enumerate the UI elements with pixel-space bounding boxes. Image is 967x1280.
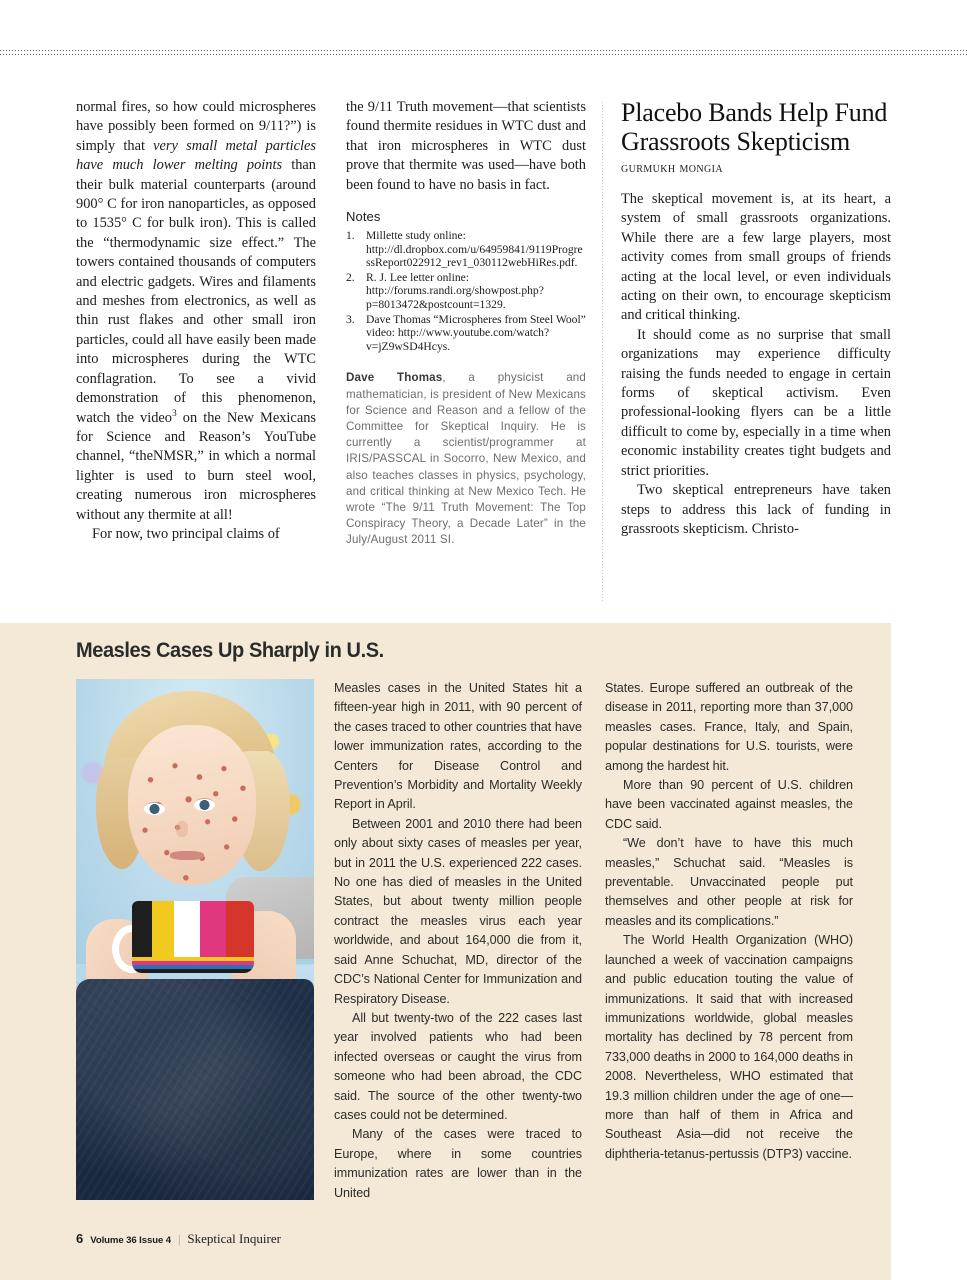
column-one <box>76 98 316 544</box>
dotted-rule-line-2 <box>0 54 967 55</box>
continued-paragraph-1: normal fires, so how could microspheres have possibly been formed on 9/11?”) is simply that very small metal particles have much lower melting points than their bulk material counterparts (around 900° C for iron nanoparticles, as opposed to 1535° C for bulk iron). This is called the “thermodynamic size effect.” The towers contained thousands of computers and electric gadgets. Wires and filaments and meshes from electronics, as well as thin rust flakes and other small iron particles, could all have easily been made into microspheres during the WTC conflagration. To see a vivid demonstration of this phenomenon, watch the video$^3$ on the New Mexicans for Science and Reason’s YouTube channel, “theNMSR,” in which a normal lighter is used to burn steel wool, creating numerous iron microspheres without any thermite at all! <box>76 99 317 523</box>
note-number: 2. <box>346 270 355 284</box>
feature-paragraph-7: “We don’t have to have this much measles,” Schuchat said. “Measles is preventable. Unvaccinated people put themselves and other people at risk for measles and its complications.” <box>605 836 853 928</box>
author-bio-text: , a physicist and mathematician, is president of New Mexicans for Science and Reason and a fellow of the Committee for Skeptical Inquiry. He is currently a scientist/programmer at IRIS/PASSCAL in Socorro, New Mexico, and also teaches classes in physics, psychology, and critical thinking at New Mexico Tech. He wrote “The 9/11 Truth Movement: The Top Conspiracy Theory, a Decade Later” in the July/August 2011 SI. <box>346 371 586 547</box>
dotted-rule-line-1 <box>0 50 967 51</box>
article-paragraph-2: It should come as no surprise that small organizations may experience difficulty raising the funds needed to engage in certain forms of skeptical activism. Even professional-looking flyers can be a little difficult to come by, especially in a time when economic instability creates tight budgets and strict priorities. <box>621 326 891 479</box>
photo-eye-left <box>144 803 165 815</box>
photo-mug-stripe <box>200 901 226 957</box>
feature-paragraph-5: States. Europe suffered an outbreak of the disease in 2011, reporting more than 37,000 measles cases. France, Italy, and Spain, popular destinations for U.S. tourists, were among the hardest hit. <box>605 681 853 773</box>
continued-paragraph-3: the 9/11 Truth movement—that scientists found thermite residues in WTC dust and that iron microspheres in WTC dust prove that thermite was used—have both been found to have no basis in fact. <box>346 99 586 193</box>
photo-mug <box>132 901 254 973</box>
note-text: R. J. Lee letter online: http://forums.randi.org/showpost.php?p=8013472&postcount=1329. <box>366 270 544 311</box>
photo-mug-stripe <box>174 901 200 957</box>
notes-list <box>346 229 586 353</box>
author-bio-name: Dave Thomas <box>346 371 443 385</box>
feature-column-two <box>605 679 853 1164</box>
top-dotted-rule <box>0 50 967 59</box>
note-item <box>346 313 586 354</box>
note-number: 3. <box>346 312 355 326</box>
upper-article-area <box>76 98 891 608</box>
continued-paragraph-2: For now, two principal claims of <box>92 525 280 542</box>
column-three <box>621 98 891 539</box>
feature-headline: Measles Cases Up Sharply in U.S. <box>76 638 384 662</box>
page-number: 6 <box>76 1231 84 1246</box>
photo-eye-right <box>194 799 215 811</box>
article-paragraph-3: Two skeptical entrepreneurs have taken steps to address this lack of funding in grassroots skepticism. Christo- <box>621 482 891 537</box>
feature-panel <box>0 623 891 1280</box>
footer-separator: | <box>178 1232 181 1246</box>
photo-mug-stripe <box>132 901 152 957</box>
author-bio <box>346 370 586 548</box>
note-text: Dave Thomas “Microspheres from Steel Wool” video: http://www.youtube.com/watch?v=jZ9wSD4Hcys. <box>366 312 586 353</box>
feature-paragraph-1: Measles cases in the United States hit a fifteen-year high in 2011, with 90 percent of the cases traced to other countries that have lower immunization rates, according to the Centers for Disease Control and Prevention’s Morbidity and Mortality Weekly Report in April. <box>334 681 582 812</box>
photo-blanket <box>76 979 314 1200</box>
article-byline: gurmukh mongia <box>621 160 724 176</box>
photo-mug-stripe <box>152 901 174 957</box>
feature-paragraph-2: Between 2001 and 2010 there had been only about sixty cases of measles per year, but in 2011 the U.S. experienced 222 cases. No one has died of measles in the United States, but about twenty million people contract the measles virus each year worldwide, and about 164,000 die from it, said Anne Schuchat, MD, director of the CDC’s National Center for Immunization and Respiratory Disease. <box>334 816 582 1006</box>
feature-column-one <box>334 679 582 1203</box>
notes-heading: Notes <box>346 209 381 225</box>
column-divider-rule <box>602 102 603 602</box>
feature-paragraph-3: All but twenty-two of the 222 cases last year involved patients who had been infected overseas or caught the virus from someone who had been abroad, the CDC said. The source of the other twenty-two cases could not be determined. <box>334 1010 582 1122</box>
photo-mouth <box>170 851 204 860</box>
feature-paragraph-6: More than 90 percent of U.S. children have been vaccinated against measles, the CDC said. <box>605 778 853 831</box>
feature-paragraph-8: The World Health Organization (WHO) launched a week of vaccination campaigns and public education touting the value of immunizations. It said that with increased immunizations worldwide, global measles mortality has declined by 78 percent from 733,000 deaths in 2000 to 164,000 deaths in 2008. Nevertheless, WHO estimated that 19.3 million children under the age of one—more than half of them in Africa and Southeast Asia—did not receive the diphtheria-tetanus-pertussis (DTP3) vaccine. <box>605 933 853 1161</box>
photo-nose <box>176 821 188 837</box>
article-paragraph-1: The skeptical movement is, at its heart, a system of small grassroots organizations. While there are a few large players, most activity comes from small groups of friends acting at the local level, or even individuals acting on their own, to encourage skepticism and critical thinking. <box>621 191 891 324</box>
photo-mug-stripe <box>226 901 254 957</box>
feature-paragraph-4: Many of the cases were traced to Europe, where in some countries immunization rates are lower than in the United <box>334 1127 582 1200</box>
page-footer <box>76 1231 281 1247</box>
measles-child-photo <box>76 679 314 1200</box>
note-item <box>346 271 586 312</box>
photo-mug-band <box>132 957 254 973</box>
photo-measles-rash <box>126 749 262 889</box>
magazine-title: Skeptical Inquirer <box>187 1231 281 1246</box>
volume-issue: Volume 36 Issue 4 <box>90 1235 172 1246</box>
column-two <box>346 98 586 560</box>
article-headline: Placebo Bands Help Fund Grassroots Skepticism <box>621 98 888 156</box>
note-text: Millette study online: http://dl.dropbox.com/u/64959841/9119ProgressReport022912_rev1_030112webHiRes.pdf. <box>366 229 583 270</box>
note-item <box>346 229 586 270</box>
note-number: 1. <box>346 229 355 243</box>
